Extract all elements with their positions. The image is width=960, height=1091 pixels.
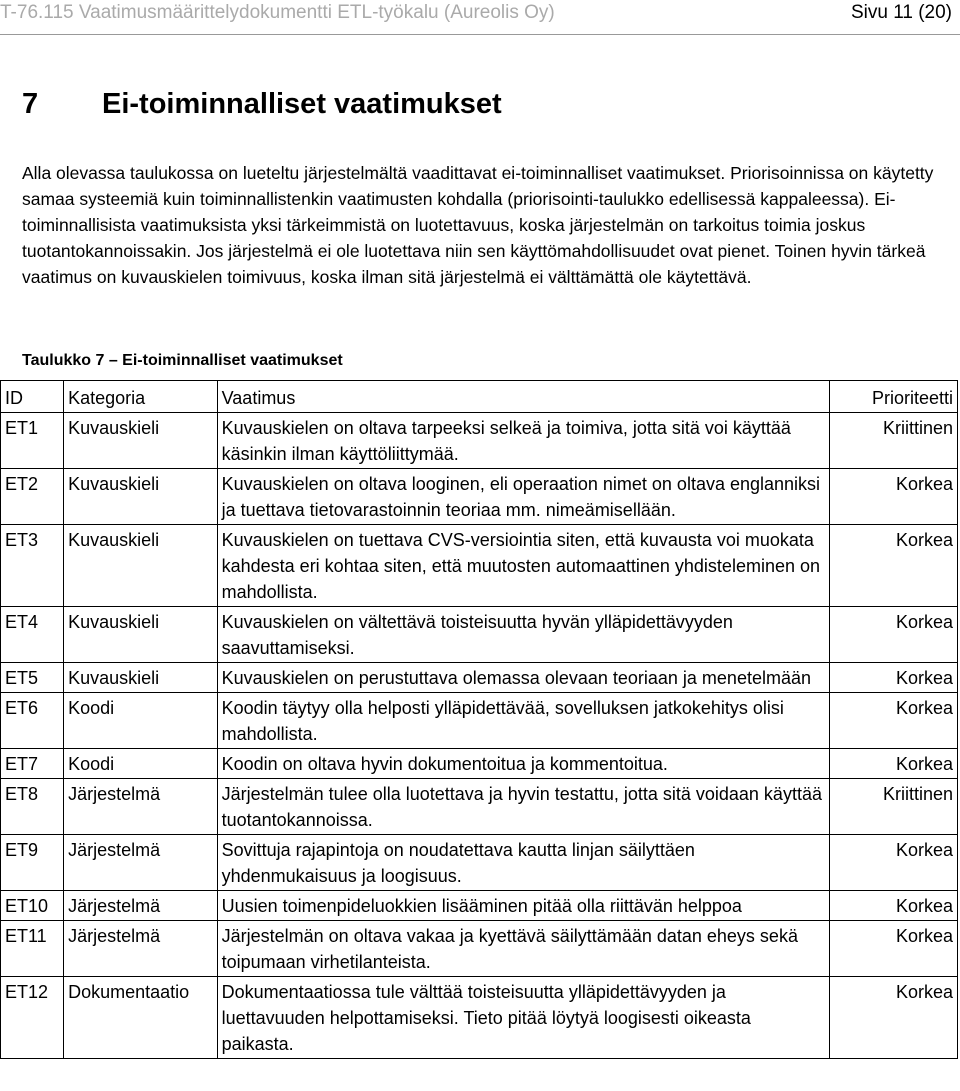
cell-requirement: Kuvauskielen on perustuttava olemassa olevaan teoriaan ja menetelmään <box>217 663 829 693</box>
header-divider <box>0 34 960 35</box>
cell-category: Kuvauskieli <box>64 663 218 693</box>
page-number: Sivu 11 (20) <box>850 2 952 23</box>
requirements-table <box>0 380 958 1059</box>
cell-id: ET1 <box>1 413 64 469</box>
table-row <box>1 413 958 469</box>
cell-category: Järjestelmä <box>64 891 218 921</box>
column-header-id: ID <box>1 381 64 413</box>
cell-requirement: Koodin on oltava hyvin dokumentoitua ja kommentoitua. <box>217 749 829 779</box>
chapter-heading <box>22 88 502 121</box>
cell-id: ET7 <box>1 749 64 779</box>
cell-requirement: Kuvauskielen on oltava looginen, eli operaation nimet on oltava englanniksi ja tuettava tietovarastoinnin teoriaa mm. nimeämisellään. <box>217 469 829 525</box>
chapter-number: 7 <box>22 88 39 120</box>
cell-requirement: Järjestelmän tulee olla luotettava ja hyvin testattu, jotta sitä voidaan käyttää tuotantokannoissa. <box>217 779 829 835</box>
table-row <box>1 977 958 1059</box>
cell-priority: Korkea <box>829 663 957 693</box>
cell-category: Järjestelmä <box>64 779 218 835</box>
table-row <box>1 607 958 663</box>
cell-category: Järjestelmä <box>64 921 218 977</box>
cell-id: ET8 <box>1 779 64 835</box>
cell-category: Kuvauskieli <box>64 525 218 607</box>
cell-requirement: Kuvauskielen on vältettävä toisteisuutta hyvän ylläpidettävyyden saavuttamiseksi. <box>217 607 829 663</box>
cell-priority: Korkea <box>829 749 957 779</box>
cell-requirement: Sovittuja rajapintoja on noudatettava kautta linjan säilyttäen yhdenmukaisuus ja loogisuus. <box>217 835 829 891</box>
table-row <box>1 921 958 977</box>
cell-id: ET10 <box>1 891 64 921</box>
column-header-priority: Prioriteetti <box>829 381 957 413</box>
table-header-row <box>1 381 958 413</box>
cell-id: ET9 <box>1 835 64 891</box>
cell-priority: Korkea <box>829 835 957 891</box>
cell-id: ET4 <box>1 607 64 663</box>
column-header-category: Kategoria <box>64 381 218 413</box>
table-row <box>1 663 958 693</box>
cell-priority: Korkea <box>829 469 957 525</box>
cell-requirement: Järjestelmän on oltava vakaa ja kyettävä säilyttämään datan eheys sekä toipumaan virhetilanteista. <box>217 921 829 977</box>
cell-priority: Korkea <box>829 693 957 749</box>
cell-category: Kuvauskieli <box>64 413 218 469</box>
table-row <box>1 891 958 921</box>
document-title: T-76.115 Vaatimusmäärittelydokumentti ETL-työkalu (Aureolis Oy) <box>0 2 555 23</box>
table-row <box>1 779 958 835</box>
cell-category: Kuvauskieli <box>64 607 218 663</box>
chapter-title: Ei-toiminnalliset vaatimukset <box>102 88 502 120</box>
cell-requirement: Kuvauskielen on oltava tarpeeksi selkeä ja toimiva, jotta sitä voi käyttää käsinkin ilman käyttöliittymää. <box>217 413 829 469</box>
cell-category: Koodi <box>64 749 218 779</box>
cell-id: ET3 <box>1 525 64 607</box>
cell-priority: Korkea <box>829 977 957 1059</box>
table-row <box>1 693 958 749</box>
cell-category: Järjestelmä <box>64 835 218 891</box>
cell-requirement: Dokumentaatiossa tule välttää toisteisuutta ylläpidettävyyden ja luettavuuden helpottamiseksi. Tieto pitää löytyä loogisesti oikeasta paikasta. <box>217 977 829 1059</box>
table-row <box>1 835 958 891</box>
cell-id: ET2 <box>1 469 64 525</box>
table-header <box>1 381 958 413</box>
cell-category: Dokumentaatio <box>64 977 218 1059</box>
column-header-requirement: Vaatimus <box>217 381 829 413</box>
page-header <box>0 0 960 34</box>
cell-category: Koodi <box>64 693 218 749</box>
cell-requirement: Kuvauskielen on tuettava CVS-versiointia siten, että kuvausta voi muokata kahdesta eri kohtaa siten, että muutosten automaattinen yhdisteleminen on mahdollista. <box>217 525 829 607</box>
cell-priority: Korkea <box>829 891 957 921</box>
table-row <box>1 749 958 779</box>
cell-id: ET12 <box>1 977 64 1059</box>
cell-priority: Korkea <box>829 525 957 607</box>
cell-requirement: Koodin täytyy olla helposti ylläpidettävää, sovelluksen jatkokehitys olisi mahdollista. <box>217 693 829 749</box>
cell-id: ET5 <box>1 663 64 693</box>
cell-id: ET6 <box>1 693 64 749</box>
table-row <box>1 469 958 525</box>
cell-category: Kuvauskieli <box>64 469 218 525</box>
cell-priority: Korkea <box>829 607 957 663</box>
cell-requirement: Uusien toimenpideluokkien lisääminen pitää olla riittävän helppoa <box>217 891 829 921</box>
cell-priority: Kriittinen <box>829 413 957 469</box>
cell-priority: Kriittinen <box>829 779 957 835</box>
cell-id: ET11 <box>1 921 64 977</box>
table-body <box>1 413 958 1059</box>
table-caption: Taulukko 7 – Ei-toiminnalliset vaatimukset <box>22 352 343 369</box>
cell-priority: Korkea <box>829 921 957 977</box>
intro-paragraph: Alla olevassa taulukossa on lueteltu järjestelmältä vaadittavat ei-toiminnalliset vaatimukset. Priorisoinnissa on käytetty samaa systeemiä kuin toiminnallistenkin vaatimusten kohdalla (priorisointi-taulukko edellisessä kappaleessa). Ei-toiminnallisista vaatimuksista yksi tärkeimmistä on luotettavuus, koska järjestelmän on tarkoitus toimia joskus tuotantokannoissakin. Jos järjestelmä ei ole luotettava niin sen käyttömahdollisuudet ovat pienet. Toinen hyvin tärkeä vaatimus on kuvauskielen toimivuus, koska ilman sitä järjestelmä ei välttämättä ole käytettävä. <box>22 163 934 287</box>
table-row <box>1 525 958 607</box>
